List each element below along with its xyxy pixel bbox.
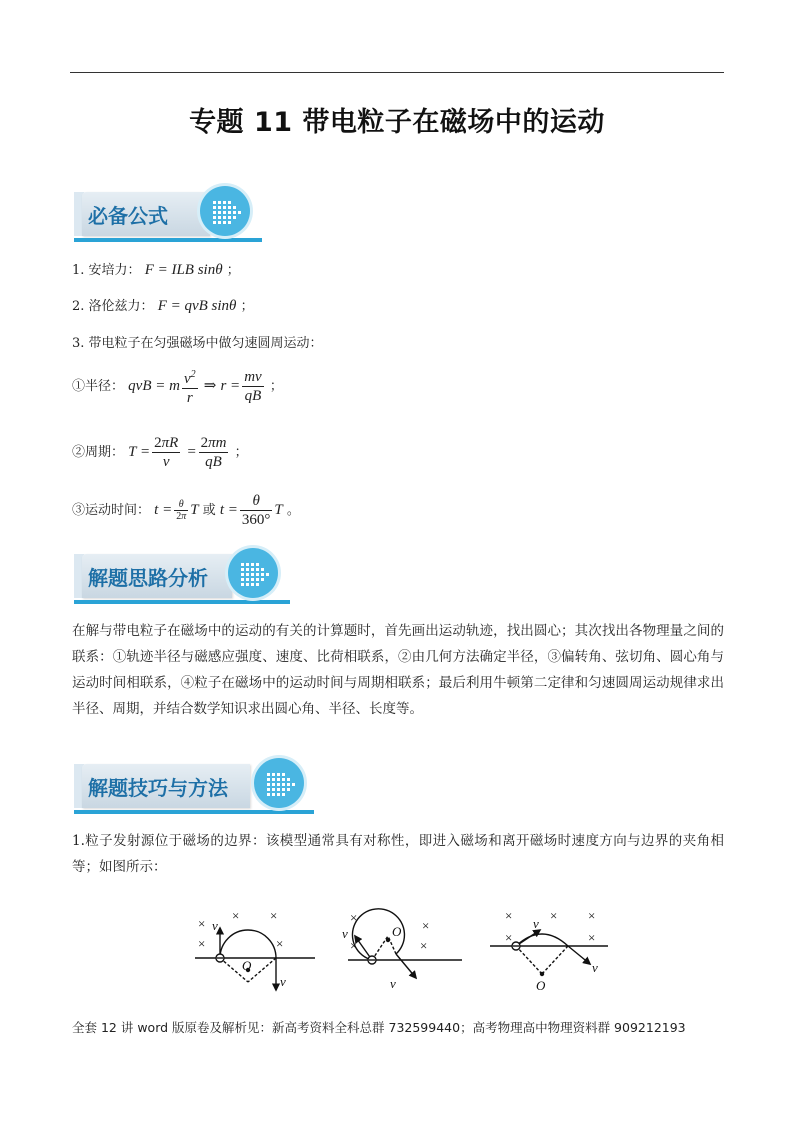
section-banner-analysis	[74, 548, 294, 610]
field-cross: ×	[270, 908, 278, 923]
particle-trajectory-figure	[190, 900, 610, 1000]
velocity-label: v	[592, 960, 598, 975]
field-cross: ×	[505, 930, 513, 945]
arrow-grid-icon	[228, 548, 278, 598]
field-cross: ×	[350, 910, 358, 925]
field-cross: ×	[550, 908, 558, 923]
field-cross: ×	[588, 908, 596, 923]
circular-motion-intro: 3. 带电粒子在匀强磁场中做匀速圆周运动：	[72, 336, 323, 351]
field-cross: ×	[198, 916, 206, 931]
footer-note: 全套 12 讲 word 版原卷及解析见：新高考资料全科总群 732599440；高考物理高中物理资料群 909212193	[72, 1020, 686, 1035]
field-cross: ×	[276, 936, 284, 951]
field-cross: ×	[588, 930, 596, 945]
velocity-label: v	[212, 918, 218, 933]
velocity-label: v	[533, 916, 539, 931]
velocity-label: v	[342, 926, 348, 941]
section-banner-methods	[74, 758, 318, 820]
field-cross: ×	[422, 918, 430, 933]
field-cross: ×	[232, 908, 240, 923]
page-title: 专题 11 带电粒子在磁场中的运动	[189, 107, 605, 138]
field-cross: ×	[420, 938, 428, 953]
section-banner-formulas	[74, 186, 264, 248]
methods-paragraph: 1.粒子发射源位于磁场的边界：该模型通常具有对称性，即进入磁场和离开磁场时速度方向与边界的夹角相等；如图所示：	[72, 833, 724, 875]
section-heading: 解题技巧与方法	[88, 776, 228, 800]
velocity-label: v	[390, 976, 396, 991]
section-heading: 解题思路分析	[88, 566, 208, 590]
arrow-grid-icon	[254, 758, 304, 808]
formula-time: ③运动时间： t = $\frac{\theta}{2\pi}$ T 或 t = $\frac{\theta}{360^\circ}$ T 。	[72, 493, 300, 528]
section-heading: 必备公式	[88, 204, 168, 228]
formula-period: ②周期： T = $\frac{2\pi R}{v}$ = $\frac{2\pi m}{qB}$ ；	[72, 435, 248, 470]
diagram-2	[348, 909, 462, 978]
field-cross: ×	[505, 908, 513, 923]
header-rule	[70, 72, 724, 73]
center-label: O	[242, 958, 252, 973]
center-label: O	[392, 924, 402, 939]
field-cross: ×	[350, 938, 358, 953]
field-cross: ×	[198, 936, 206, 951]
formula-radius: ①半径： qvB = m $\frac{v^2}{r}$ ⇒ r = $\frac{mv}{qB}$ ；	[72, 366, 283, 407]
arrow-grid-icon	[200, 186, 250, 236]
analysis-paragraph: 在解与带电粒子在磁场中的运动的有关的计算题时，首先画出运动轨迹，找出圆心；其次找出各物理量之间的联系：①轨迹半径与磁感应强度、速度、比荷相联系，②由几何方法确定半径，③偏转角、弦切角、圆心角与运动时间相联系，④粒子在磁场中的运动时间与周期相联系；最后利用牛顿第二定律和匀速圆周运动规律求出半径、周期，并结合数学知识求出圆心角、半径、长度等。	[72, 623, 724, 717]
diagram-1	[195, 928, 315, 990]
formula-lorentz: 2. 洛伦兹力： F = qvB sinθ ；	[72, 298, 254, 314]
formula-ampere: 1. 安培力： F = ILB sinθ ；	[72, 262, 240, 278]
center-label: O	[536, 978, 546, 993]
velocity-label: v	[280, 974, 286, 989]
